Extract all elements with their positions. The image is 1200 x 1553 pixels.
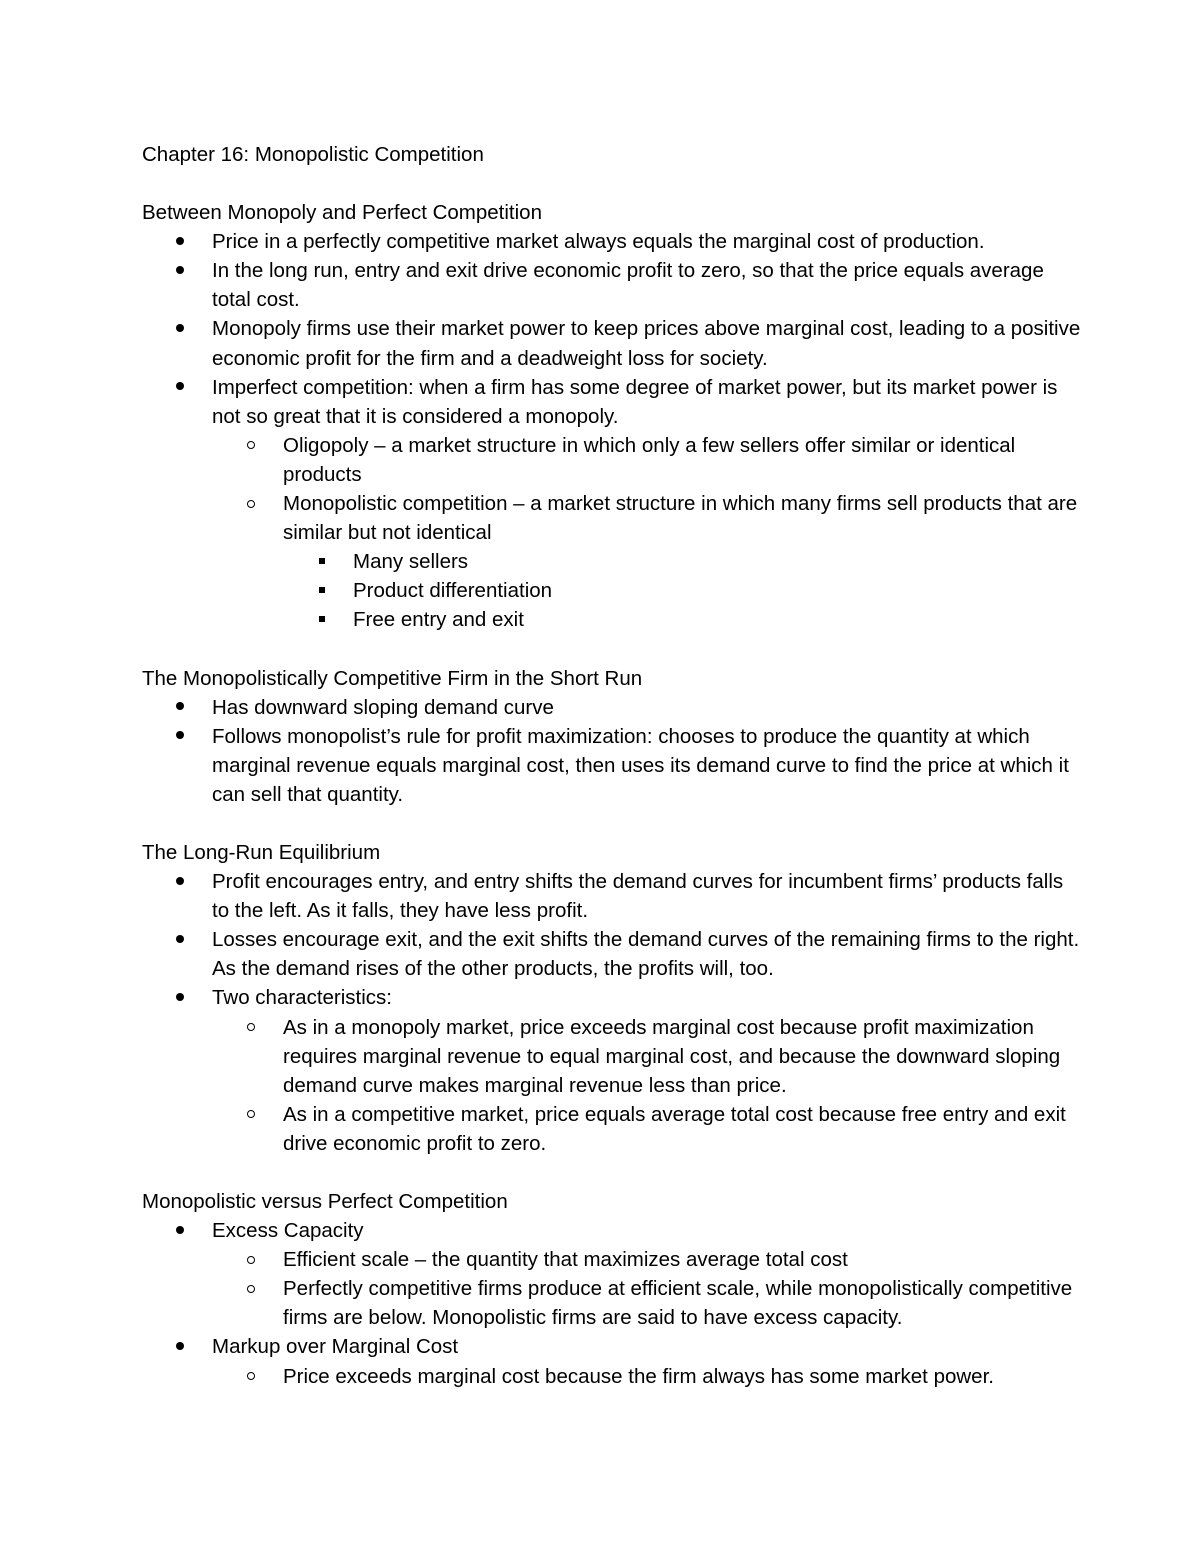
list-item: Monopoly firms use their market power to keep prices above marginal cost, leading to a positive economic profit for the firm and a deadweight loss for society.	[142, 314, 1082, 372]
bullet-icon	[172, 722, 188, 751]
bullet-list	[142, 867, 1082, 1158]
bullet-icon	[172, 693, 188, 722]
hollow-circle-bullet-icon	[243, 431, 259, 460]
list-item: In the long run, entry and exit drive economic profit to zero, so that the price equals average total cost.	[142, 256, 1082, 314]
bullet-icon	[172, 983, 188, 1012]
square-bullet-icon	[314, 605, 330, 634]
sub-list-item: As in a monopoly market, price exceeds marginal cost because profit maximization requires marginal revenue to equal marginal cost, and because the downward sloping demand curve makes marginal revenue less than price.	[142, 1013, 1082, 1100]
section-heading: The Monopolistically Competitive Firm in the Short Run	[142, 666, 643, 690]
list-item: Markup over Marginal Cost	[142, 1332, 1082, 1361]
bullet-icon	[172, 1216, 188, 1245]
hollow-circle-bullet-icon	[243, 489, 259, 518]
bullet-list	[142, 1216, 1082, 1391]
section-heading: Monopolistic versus Perfect Competition	[142, 1190, 508, 1213]
hollow-circle-bullet-icon	[243, 1245, 259, 1274]
sub-list-item: Price exceeds marginal cost because the firm always has some market power.	[142, 1362, 1082, 1391]
sub-list-item: Perfectly competitive firms produce at efficient scale, while monopolistically competitive firms are below. Monopolistic firms are said to have excess capacity.	[142, 1274, 1082, 1332]
sub-list-item: Efficient scale – the quantity that maximizes average total cost	[142, 1245, 1082, 1274]
section-between-monopoly-and-perfect-competition	[142, 198, 1082, 634]
bullet-list	[142, 227, 1082, 634]
sub-list-item: Monopolistic competition – a market structure in which many firms sell products that are similar but not identical	[142, 489, 1082, 547]
section-short-run	[142, 664, 1082, 809]
bullet-icon	[172, 925, 188, 954]
sub-sub-list-item: Many sellers	[142, 547, 1082, 576]
square-bullet-icon	[314, 547, 330, 576]
bullet-icon	[172, 1332, 188, 1361]
list-item: Two characteristics:	[142, 983, 1082, 1012]
list-item: Has downward sloping demand curve	[142, 693, 1082, 722]
hollow-circle-bullet-icon	[243, 1274, 259, 1303]
section-monopolistic-vs-perfect	[142, 1187, 1082, 1391]
list-item: Excess Capacity	[142, 1216, 1082, 1245]
sub-sub-list-item: Product differentiation	[142, 576, 1082, 605]
bullet-icon	[172, 867, 188, 896]
list-item: Profit encourages entry, and entry shifts the demand curves for incumbent firms’ products falls to the left. As it falls, they have less profit.	[142, 867, 1082, 925]
bullet-icon	[172, 373, 188, 402]
list-item: Follows monopolist’s rule for profit maximization: chooses to produce the quantity at which marginal revenue equals marginal cost, then uses its demand curve to find the price at which it can sell that quantity.	[142, 722, 1082, 809]
square-bullet-icon	[314, 576, 330, 605]
hollow-circle-bullet-icon	[243, 1013, 259, 1042]
section-long-run-equilibrium	[142, 838, 1082, 1158]
sub-list-item: Oligopoly – a market structure in which only a few sellers offer similar or identical products	[142, 431, 1082, 489]
bullet-icon	[172, 227, 188, 256]
document-title: Chapter 16: Monopolistic Competition	[142, 143, 484, 166]
hollow-circle-bullet-icon	[243, 1100, 259, 1129]
sub-list-item: As in a competitive market, price equals average total cost because free entry and exit drive economic profit to zero.	[142, 1100, 1082, 1158]
list-item: Losses encourage exit, and the exit shifts the demand curves of the remaining firms to the right. As the demand rises of the other products, the profits will, too.	[142, 925, 1082, 983]
list-item: Price in a perfectly competitive market always equals the marginal cost of production.	[142, 227, 1082, 256]
list-item: Imperfect competition: when a firm has some degree of market power, but its market power is not so great that it is considered a monopoly.	[142, 373, 1082, 431]
bullet-icon	[172, 256, 188, 285]
bullet-icon	[172, 314, 188, 343]
bullet-list	[142, 693, 1082, 809]
sub-sub-list-item: Free entry and exit	[142, 605, 1082, 634]
document-page	[142, 140, 1082, 1391]
hollow-circle-bullet-icon	[243, 1362, 259, 1391]
section-heading: Between Monopoly and Perfect Competition	[142, 201, 542, 225]
section-heading: The Long-Run Equilibrium	[142, 840, 381, 864]
